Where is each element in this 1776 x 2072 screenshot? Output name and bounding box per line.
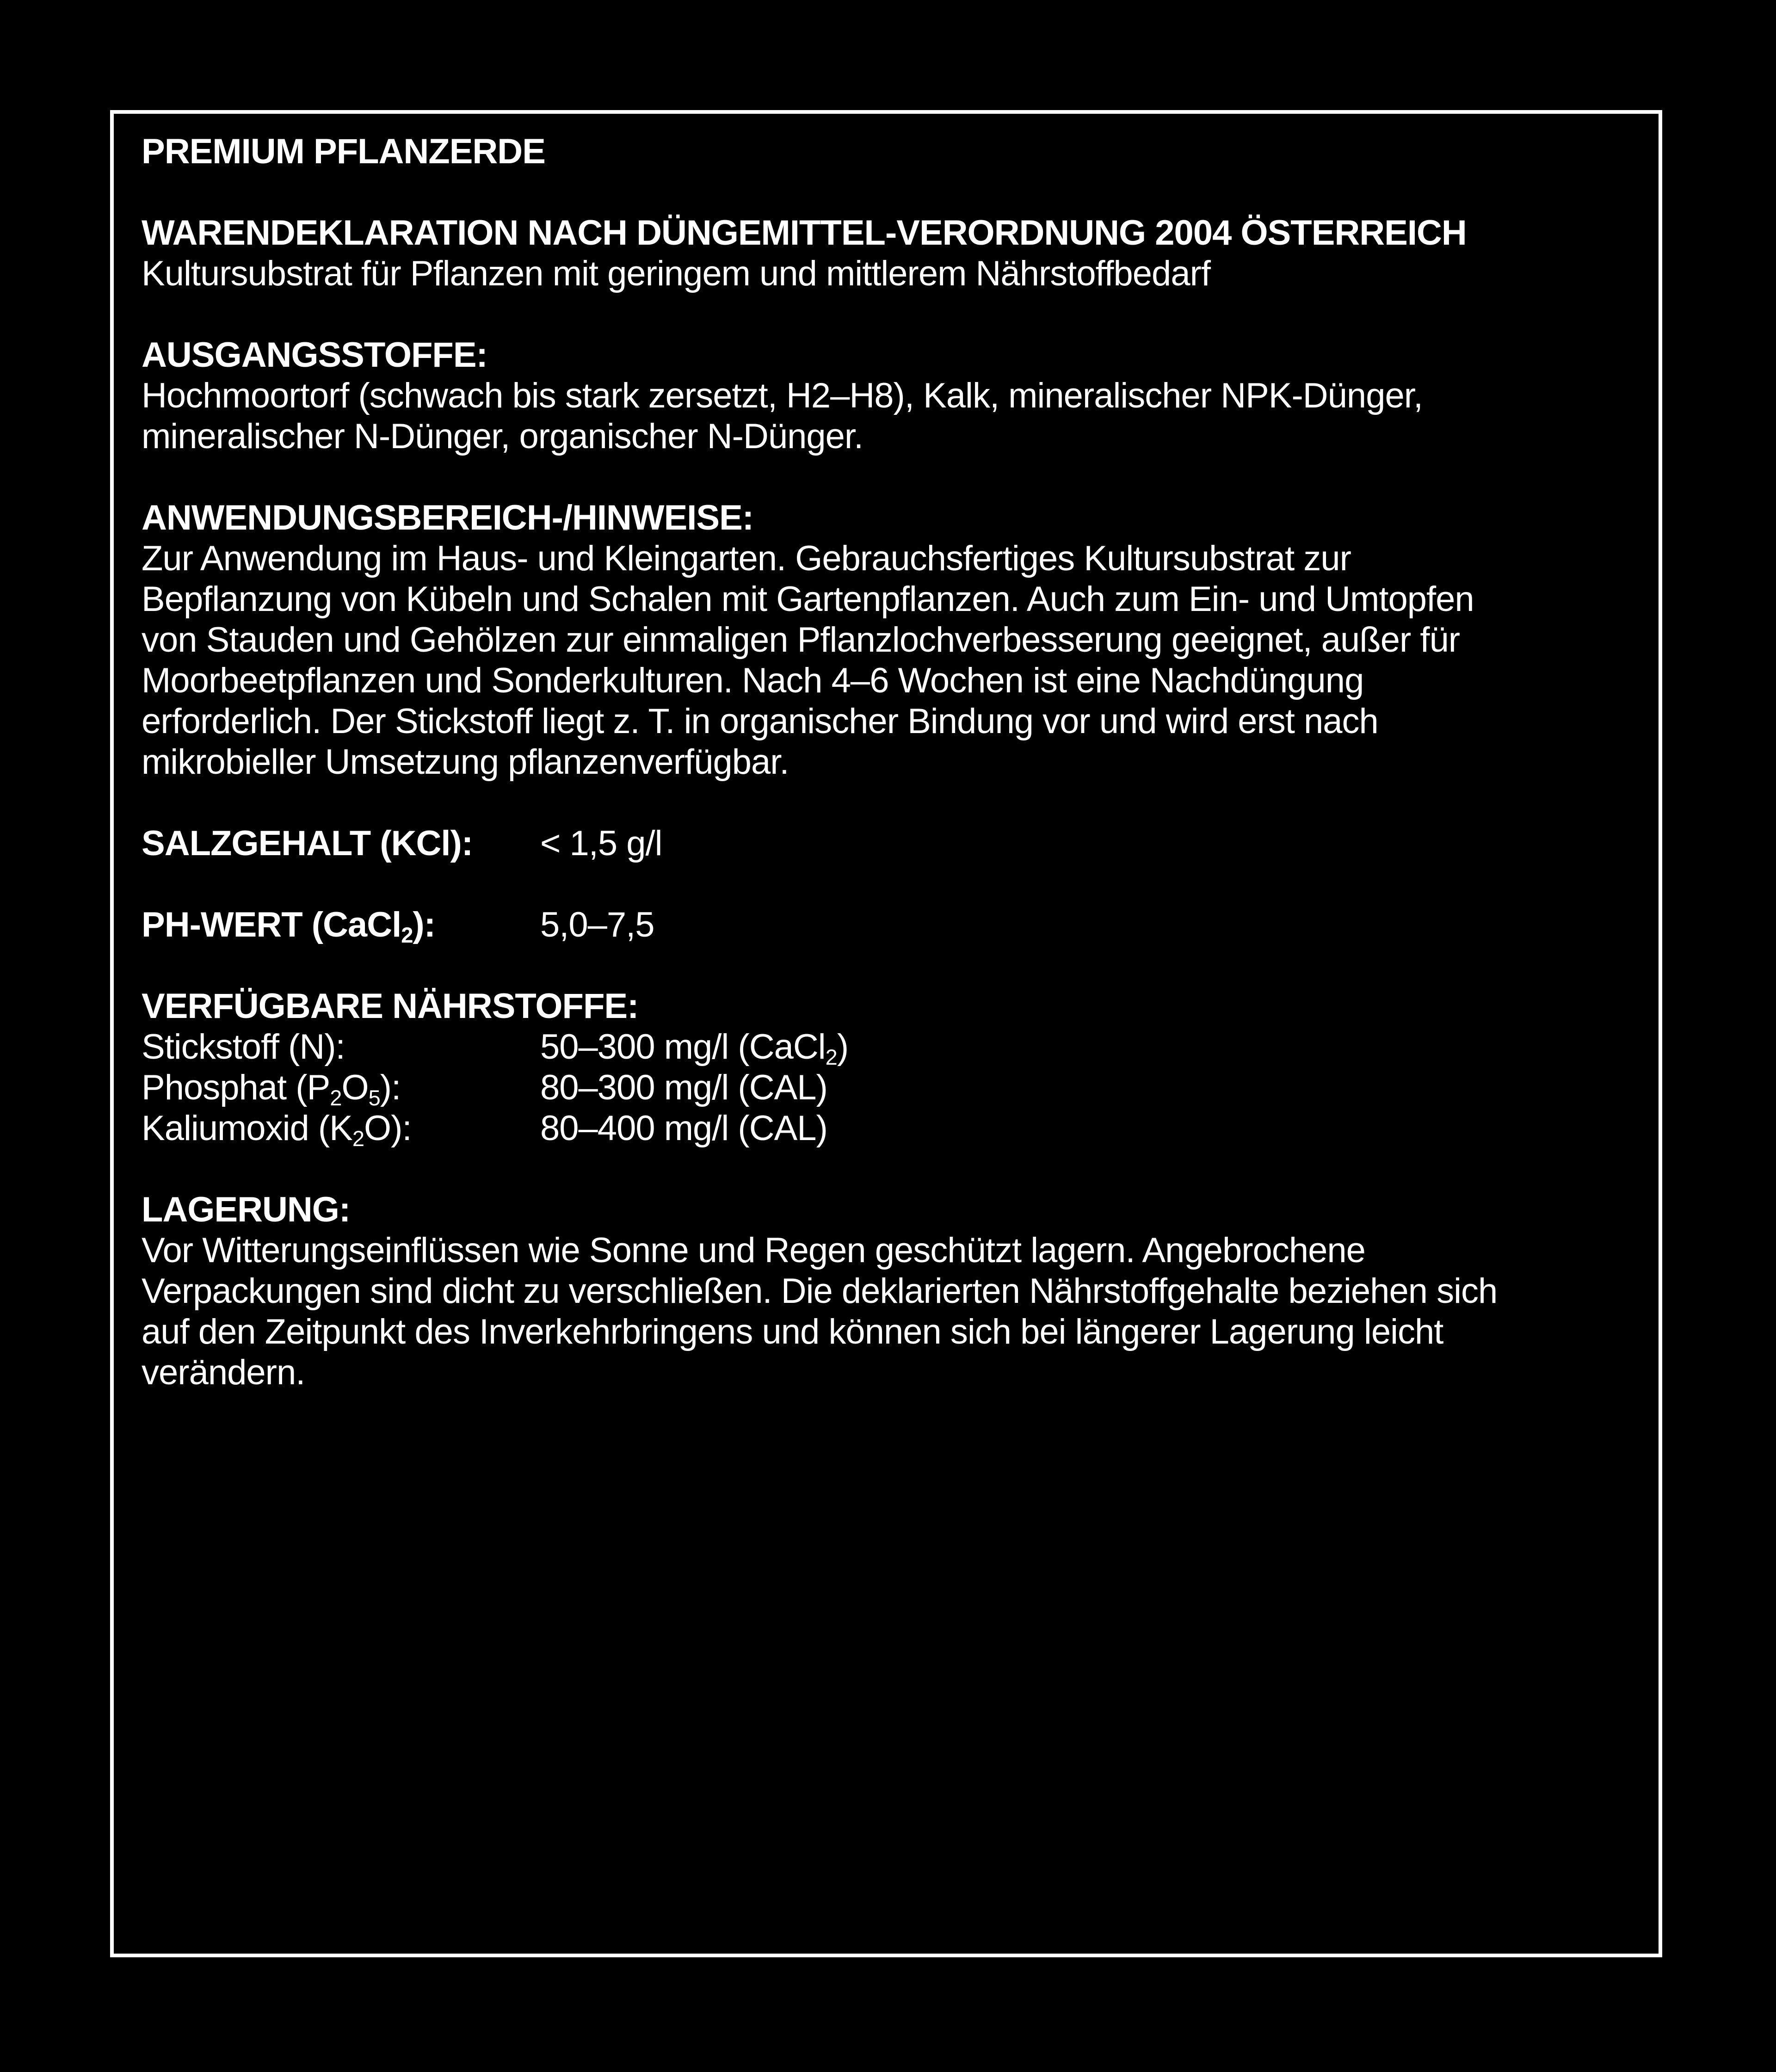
ph-label: PH-WERT (CaCl$_2$): bbox=[142, 905, 436, 948]
stickstoff-label: Stickstoff (N): bbox=[142, 1027, 345, 1067]
anwendung-line: mikrobieller Umsetzung pflanzenverfügbar. bbox=[142, 742, 789, 782]
lagerung-line: verändern. bbox=[142, 1353, 305, 1392]
anwendung-line: erforderlich. Der Stickstoff liegt z. T. in organischer Bindung vor und wird erst nach bbox=[142, 702, 1378, 741]
phosphat-label: Phosphat $(P_2O_5)$: bbox=[142, 1068, 401, 1110]
kaliumoxid-label: Kaliumoxid $(K_2O)$: bbox=[142, 1109, 412, 1151]
anwendung-line: Bepflanzung von Kübeln und Schalen mit Gartenpflanzen. Auch zum Ein- und Umtopfen bbox=[142, 580, 1474, 619]
ausgangsstoffe-text bbox=[142, 376, 1635, 457]
anwendung-text bbox=[142, 538, 1635, 783]
ausgangsstoffe-heading: AUSGANGSSTOFFE: bbox=[142, 335, 487, 375]
product-title: PREMIUM PFLANZERDE bbox=[142, 132, 545, 171]
salzgehalt-label: SALZGEHALT (KCl): bbox=[142, 824, 473, 863]
ausgangsstoffe-line: Hochmoortorf (schwach bis stark zersetzt, H2–H8), Kalk, mineralischer NPK-Dünger, bbox=[142, 376, 1423, 415]
phosphat-value: 80–300 mg/l (CAL) bbox=[540, 1068, 827, 1107]
declaration-subtitle: Kultursubstrat für Pflanzen mit geringem und mittlerem Nährstoffbedarf bbox=[142, 254, 1211, 293]
declaration-label bbox=[142, 131, 1635, 1393]
ph-value: 5,0–7,5 bbox=[540, 905, 654, 944]
naehrstoff-row-k bbox=[142, 1108, 1635, 1149]
salzgehalt-row bbox=[142, 823, 1635, 864]
ph-row bbox=[142, 905, 1635, 948]
anwendung-heading: ANWENDUNGSBEREICH-/HINWEISE: bbox=[142, 498, 754, 537]
lagerung-heading: LAGERUNG: bbox=[142, 1190, 351, 1229]
anwendung-line: Moorbeetpflanzen und Sonderkulturen. Nach 4–6 Wochen ist eine Nachdüngung bbox=[142, 661, 1364, 700]
naehrstoffe-heading: VERFÜGBARE NÄHRSTOFFE: bbox=[142, 987, 639, 1026]
anwendung-line: von Stauden und Gehölzen zur einmaligen Pflanzlochverbesserung geeignet, außer für bbox=[142, 620, 1460, 660]
lagerung-line: Verpackungen sind dicht zu verschließen. Die deklarierten Nährstoffgehalte beziehen sich bbox=[142, 1271, 1498, 1311]
naehrstoff-row-p bbox=[142, 1067, 1635, 1108]
kaliumoxid-value: 80–400 mg/l (CAL) bbox=[540, 1109, 827, 1148]
lagerung-line: Vor Witterungseinflüssen wie Sonne und Regen geschützt lagern. Angebrochene bbox=[142, 1231, 1365, 1270]
naehrstoff-row-n bbox=[142, 1027, 1635, 1070]
declaration-heading: WARENDEKLARATION NACH DÜNGEMITTEL-VERORDNUNG 2004 ÖSTERREICH bbox=[142, 213, 1467, 253]
ausgangsstoffe-line: mineralischer N-Dünger, organischer N-Dünger. bbox=[142, 417, 863, 456]
lagerung-line: auf den Zeitpunkt des Inverkehrbringens und können sich bei längerer Lagerung leicht bbox=[142, 1312, 1443, 1351]
lagerung-text bbox=[142, 1230, 1635, 1393]
stickstoff-value: 50–300 mg/l (CaCl$_2$) bbox=[540, 1027, 849, 1070]
anwendung-line: Zur Anwendung im Haus- und Kleingarten. Gebrauchsfertiges Kultursubstrat zur bbox=[142, 539, 1351, 578]
salzgehalt-value: < 1,5 g/l bbox=[540, 824, 662, 863]
